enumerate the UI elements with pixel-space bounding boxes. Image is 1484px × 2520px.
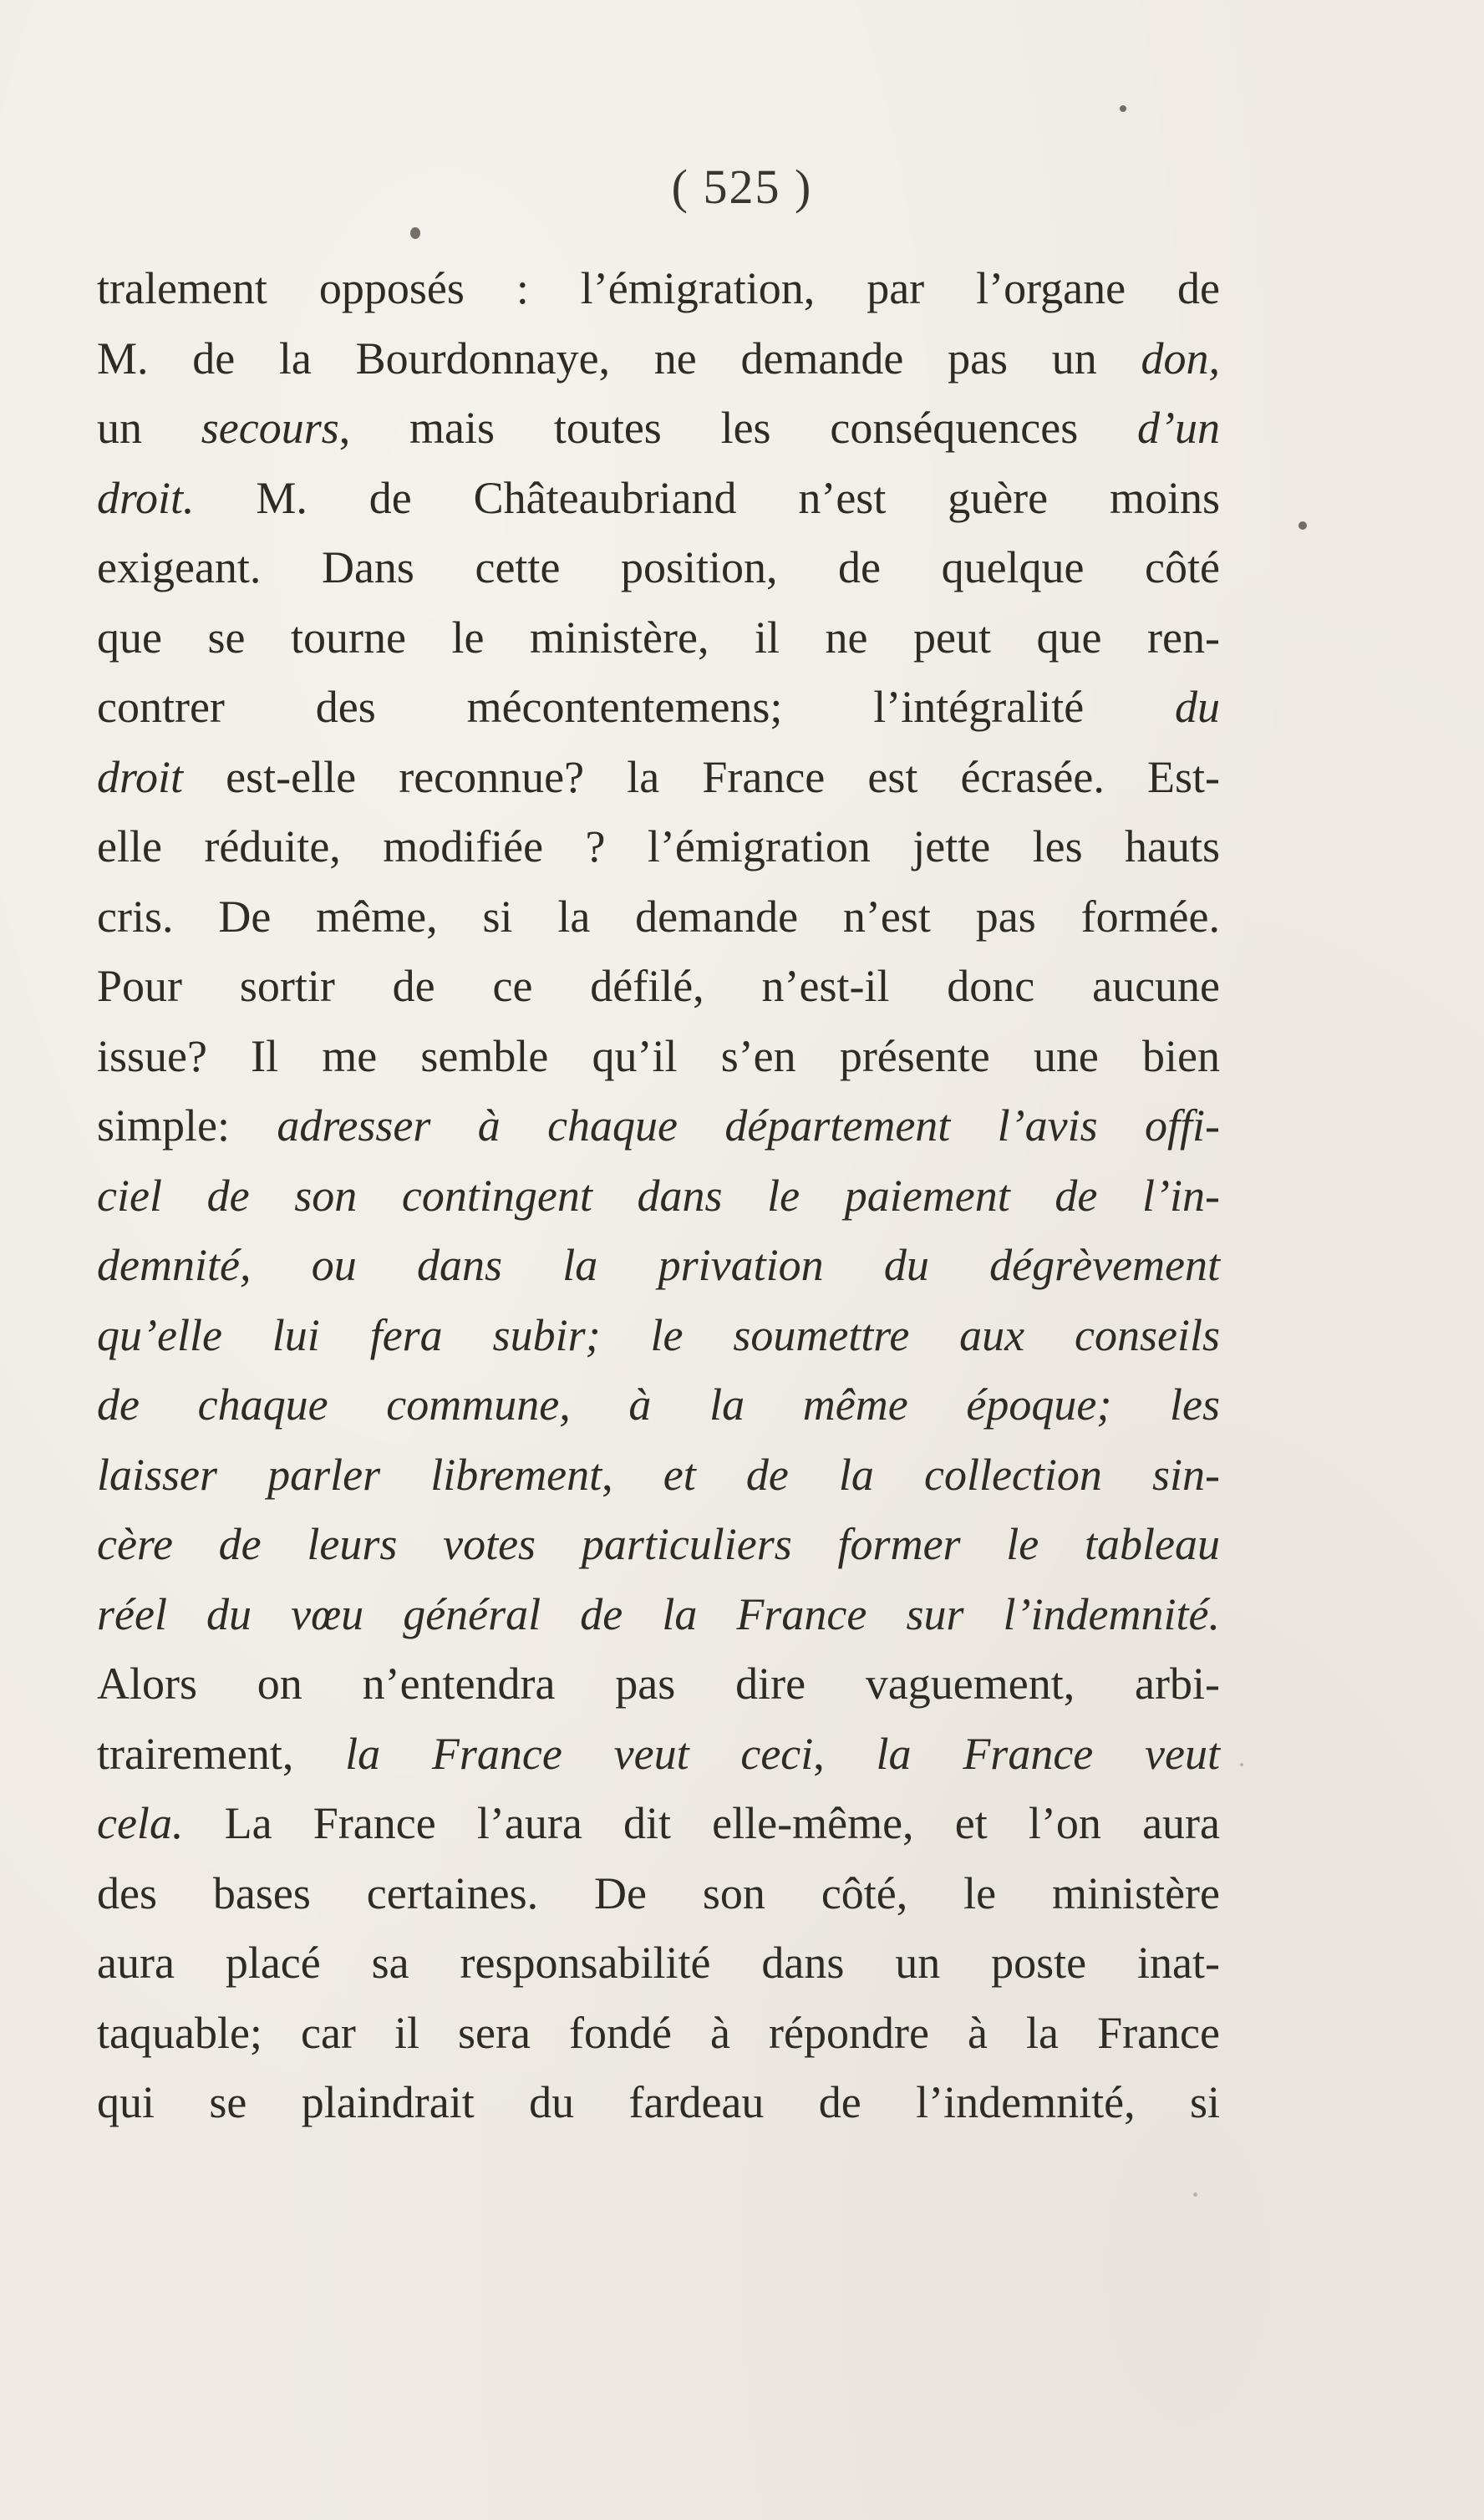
paper-speck [1240,1763,1243,1766]
italic-text: ciel de son contingent dans le paiement de l’in- [97,1170,1220,1221]
text-line [97,324,1220,394]
italic-text: cère de leurs votes particuliers former le tableau [97,1519,1220,1569]
roman-text: cris. De même, si la demande n’est pas formée. [97,891,1220,942]
italic-text: demnité, ou dans la privation du dégrèvement [97,1240,1220,1290]
roman-text: issue? Il me semble qu’il s’en présente une bien [97,1030,1220,1081]
text-line [97,1649,1220,1720]
roman-text: simple: [97,1100,277,1151]
roman-text: M. de la Bourdonnaye, ne demande pas un [97,333,1141,384]
page-number: ( 525 ) [671,160,813,214]
text-line [97,603,1220,673]
roman-text: contrer des mécontentemens; l’intégralité [97,682,1175,732]
text-line [97,1091,1220,1161]
italic-text: la France veut ceci [345,1728,814,1779]
roman-text: exigeant. Dans cette position, de quelque côté [97,542,1220,592]
text-line [97,464,1220,534]
italic-text: don, [1141,333,1220,384]
text-line [97,1301,1220,1371]
text-line [97,812,1220,882]
roman-text: elle réduite, modifiée ? l’émigration jette les hauts [97,821,1220,871]
text-line [97,1580,1220,1650]
roman-text: Pour sortir de ce défilé, n’est-il donc aucune [97,961,1220,1011]
text-line [97,673,1220,743]
roman-text: des bases certaines. De son côté, le ministère [97,1867,1220,1918]
roman-text: Alors on n’entendra pas dire vaguement, arbi- [97,1659,1220,1709]
text-line [97,1789,1220,1859]
roman-text: La France l’aura dit elle-même, et l’on aura [183,1798,1220,1848]
paper-speck [1120,105,1126,112]
paper-speck [1193,2192,1197,2197]
text-line [97,1720,1220,1790]
italic-text: secours [201,403,339,453]
text-line [97,1999,1220,2069]
text-line [97,254,1220,324]
italic-text: de chaque commune, à la même époque; les [97,1379,1220,1430]
roman-text: M. de Châteaubriand n’est guère moins [194,472,1220,523]
text-line [97,1161,1220,1232]
text-line [97,1370,1220,1440]
text-line [97,1022,1220,1092]
text-line [97,1440,1220,1511]
italic-text: la France veut [876,1728,1220,1779]
italic-text: du [1175,682,1220,732]
roman-text: taquable; car il sera fondé à répondre à la France [97,2007,1220,2058]
text-line [97,394,1220,464]
text-line [97,743,1220,813]
roman-text: , [813,1728,877,1779]
italic-text: droit [97,751,184,802]
italic-text: droit. [97,472,195,523]
roman-text: , mais toutes les conséquences [338,403,1138,453]
text-line [97,1510,1220,1580]
roman-text: trairement, [97,1728,346,1779]
text-line [97,952,1220,1022]
roman-text: qui se plaindrait du fardeau de l’indemnité, si [97,2077,1220,2127]
roman-text: est-elle reconnue? la France est écrasée. Est- [183,751,1220,802]
text-line [97,533,1220,603]
italic-text: qu’elle lui fera subir; le soumettre aux conseils [97,1309,1220,1360]
italic-text: et de la collection sin- [663,1449,1220,1500]
roman-text: , [602,1449,663,1500]
text-line [97,1859,1220,1929]
italic-text: cela. [97,1798,184,1848]
italic-text: d’un [1137,403,1220,453]
italic-text: réel du vœu général de la France sur l’indemnité. [97,1588,1220,1639]
italic-text: laisser parler librement [97,1449,602,1500]
italic-text: adresser à chaque département l’avis offi- [277,1100,1220,1151]
paper-speck [1298,521,1307,530]
text-line [97,1928,1220,1999]
paper-speck [410,227,420,239]
roman-text: un [97,403,201,453]
text-line [97,1231,1220,1301]
roman-text: tralement opposés : l’émigration, par l’organe de [97,263,1220,313]
roman-text: aura placé sa responsabilité dans un poste inat- [97,1938,1220,1988]
roman-text: que se tourne le ministère, il ne peut que ren- [97,612,1220,663]
body-text [97,254,1220,2138]
text-line [97,2068,1220,2138]
text-line [97,882,1220,953]
